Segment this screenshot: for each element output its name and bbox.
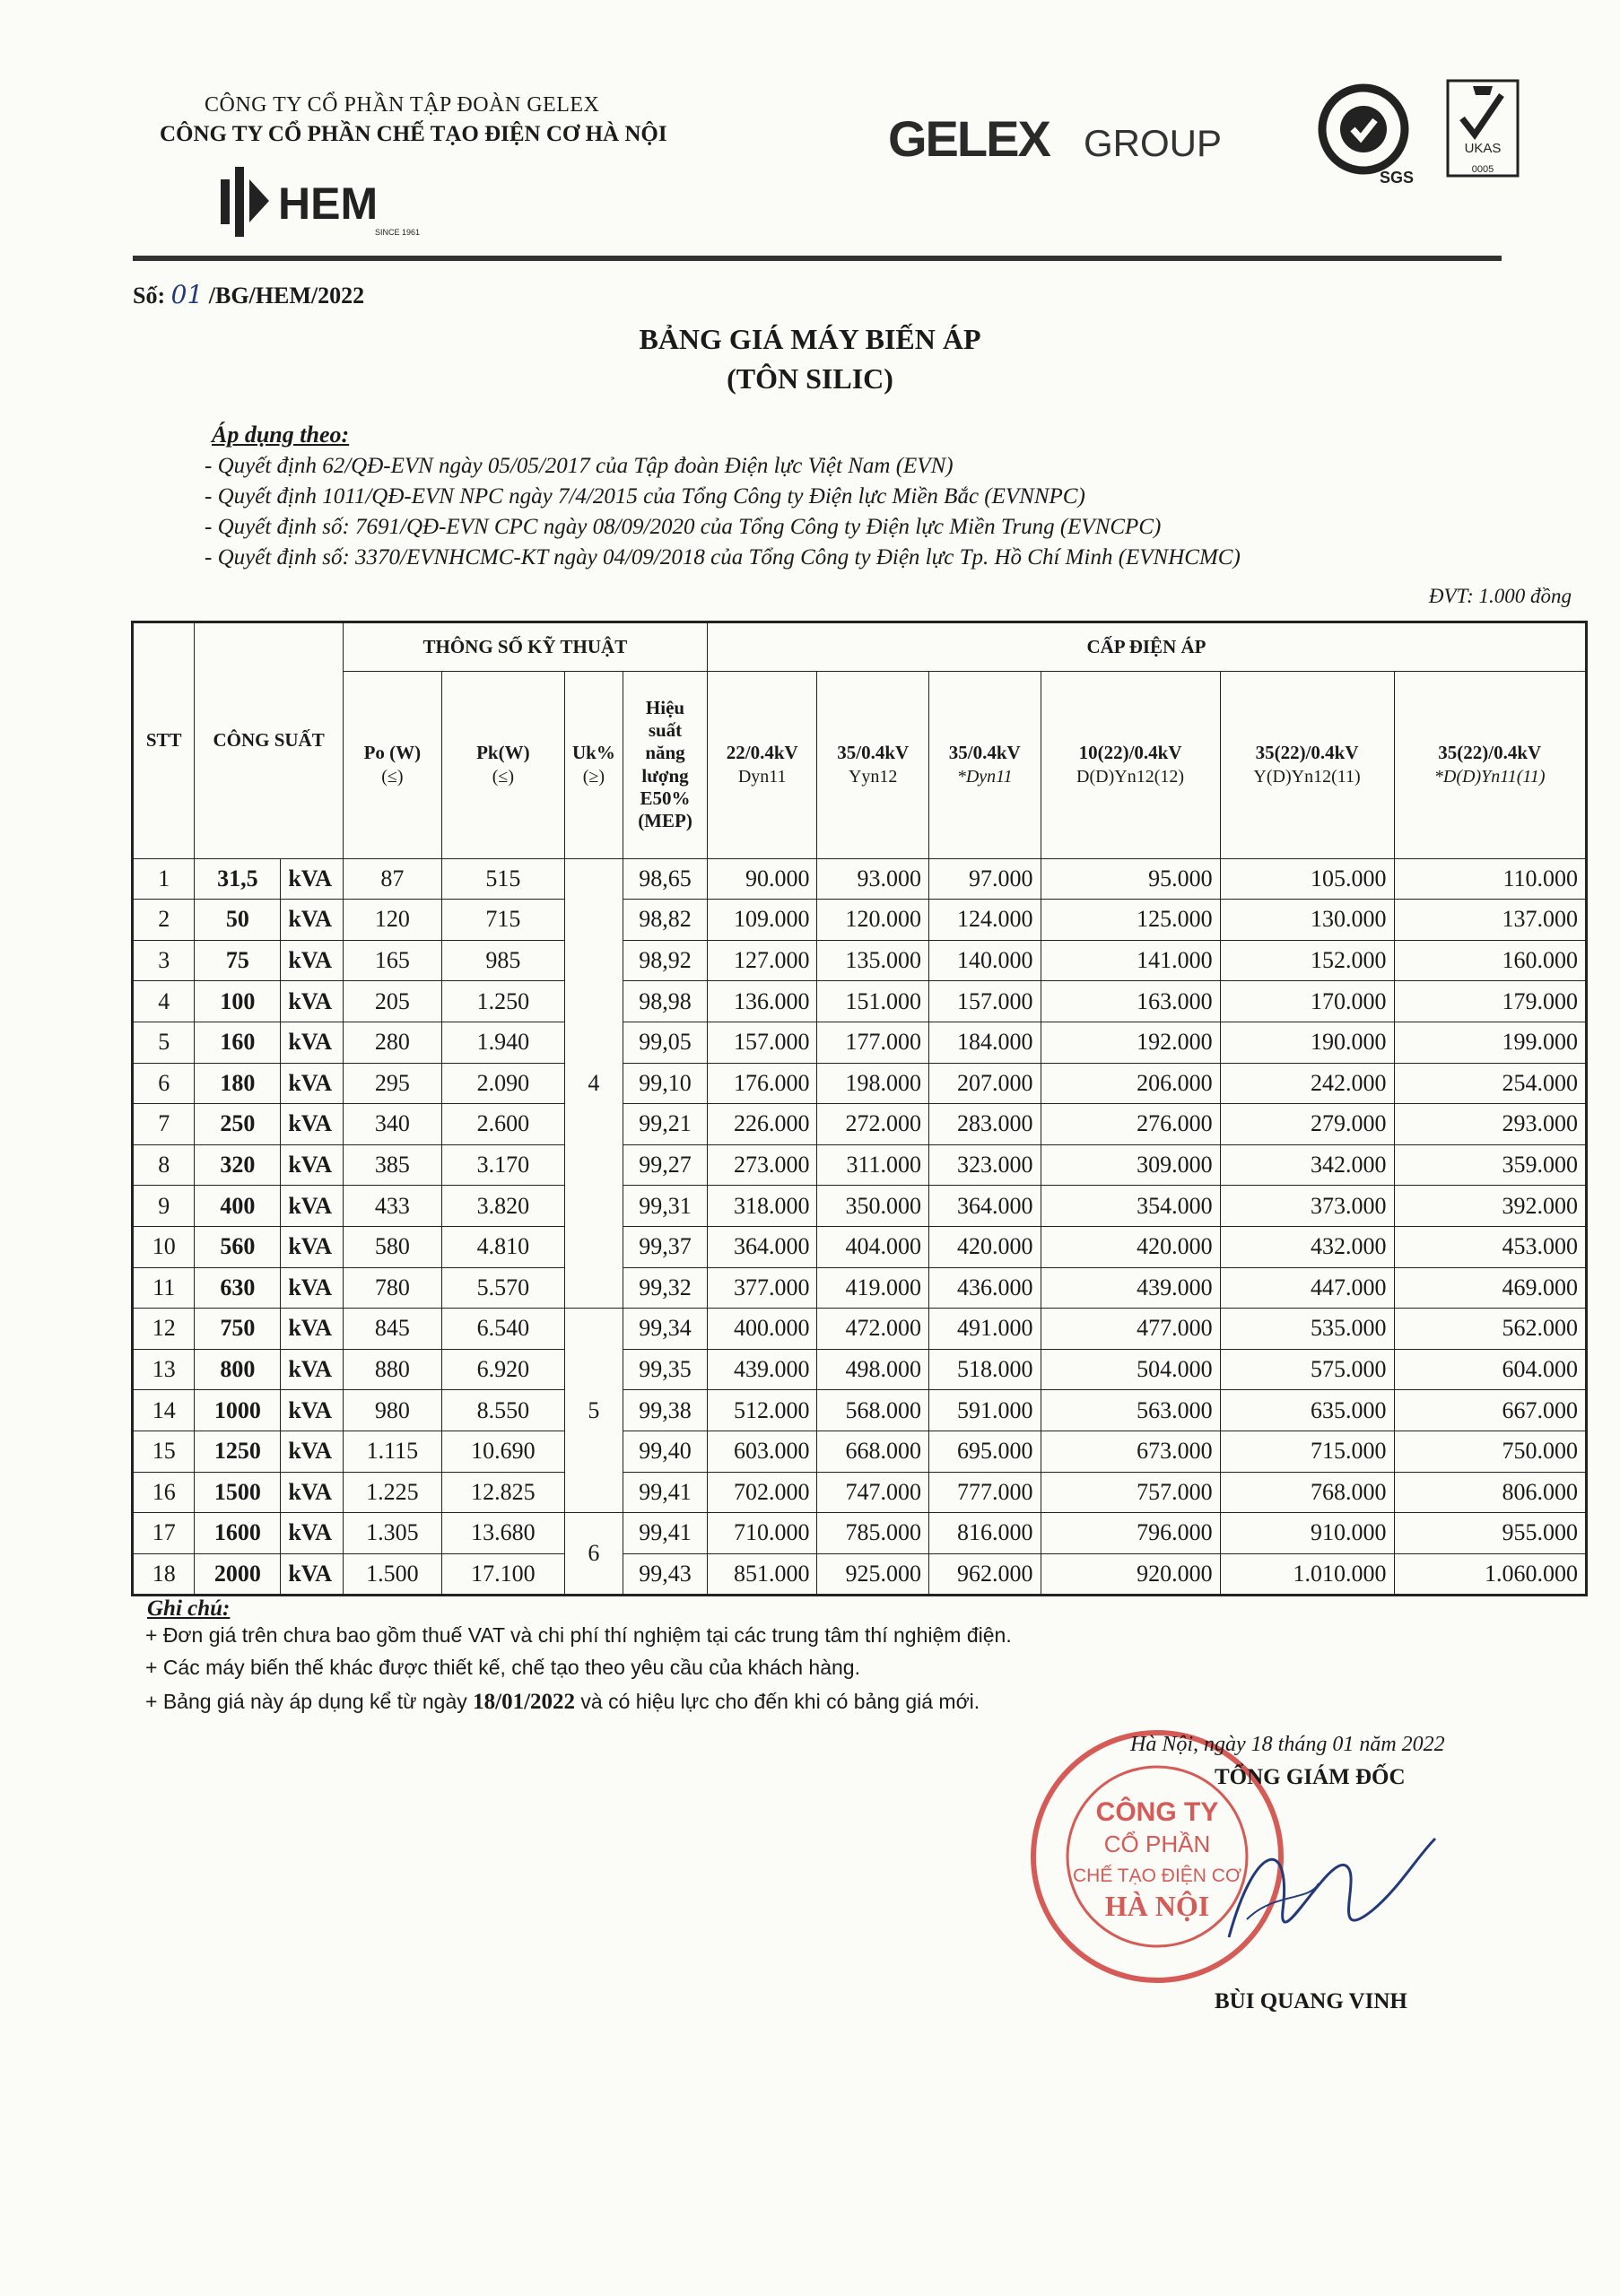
cell-price-3: 124.000 — [928, 900, 1041, 941]
header-voltage-6: 35(22)/0.4kV *D(D)Yn11(11) — [1394, 671, 1586, 858]
cell-power: 400 — [195, 1186, 281, 1227]
cell-power: 1500 — [195, 1472, 281, 1513]
cell-stt: 9 — [133, 1186, 195, 1227]
cell-price-3: 436.000 — [928, 1267, 1041, 1309]
doc-number-prefix: Số: — [133, 283, 166, 309]
cell-efficiency: 98,98 — [623, 981, 708, 1022]
cell-price-5: 373.000 — [1220, 1186, 1394, 1227]
cell-pk: 3.170 — [441, 1144, 564, 1186]
cell-po: 980 — [343, 1390, 441, 1431]
cell-unit: kVA — [281, 1104, 343, 1145]
apply-heading: Áp dụng theo: — [212, 422, 350, 448]
cell-uk: 5 — [564, 1309, 623, 1513]
cell-price-3: 591.000 — [928, 1390, 1041, 1431]
cell-price-4: 757.000 — [1041, 1472, 1220, 1513]
cell-power: 630 — [195, 1267, 281, 1309]
header-voltage-1: 22/0.4kV Dyn11 — [707, 671, 816, 858]
cell-price-4: 141.000 — [1041, 940, 1220, 981]
cell-po: 1.115 — [343, 1431, 441, 1472]
cell-stt: 13 — [133, 1349, 195, 1390]
sgs-label: SGS — [1380, 169, 1415, 187]
cell-power: 1250 — [195, 1431, 281, 1472]
cell-uk: 4 — [564, 858, 623, 1309]
table-row — [133, 1513, 1587, 1554]
table-row — [133, 1472, 1587, 1513]
cell-price-6: 254.000 — [1394, 1063, 1586, 1104]
cell-unit: kVA — [281, 1431, 343, 1472]
header-voltage-2: 35/0.4kV Yyn12 — [817, 671, 929, 858]
cell-stt: 2 — [133, 900, 195, 941]
cell-price-6: 955.000 — [1394, 1513, 1586, 1554]
hem-since-text: SINCE 1961 — [375, 228, 421, 237]
cell-price-1: 710.000 — [707, 1513, 816, 1554]
ukas-logo — [1446, 79, 1520, 178]
cell-power: 250 — [195, 1104, 281, 1145]
cell-unit: kVA — [281, 1390, 343, 1431]
cell-po: 433 — [343, 1186, 441, 1227]
cell-pk: 6.540 — [441, 1309, 564, 1350]
cell-price-3: 157.000 — [928, 981, 1041, 1022]
cell-price-2: 925.000 — [817, 1553, 929, 1596]
doc-number-suffix: /BG/HEM/2022 — [208, 283, 365, 309]
table-row — [133, 1104, 1587, 1145]
cell-price-4: 354.000 — [1041, 1186, 1220, 1227]
cell-price-1: 377.000 — [707, 1267, 816, 1309]
cell-price-3: 777.000 — [928, 1472, 1041, 1513]
cell-po: 87 — [343, 858, 441, 900]
cell-stt: 14 — [133, 1390, 195, 1431]
cell-price-3: 518.000 — [928, 1349, 1041, 1390]
cell-price-5: 432.000 — [1220, 1226, 1394, 1267]
cell-price-6: 667.000 — [1394, 1390, 1586, 1431]
cell-unit: kVA — [281, 1144, 343, 1186]
cell-price-3: 184.000 — [928, 1022, 1041, 1063]
cell-stt: 7 — [133, 1104, 195, 1145]
hem-logo — [213, 160, 447, 240]
cell-price-5: 535.000 — [1220, 1309, 1394, 1350]
cell-price-5: 170.000 — [1220, 981, 1394, 1022]
note-item: + Các máy biến thế khác được thiết kế, chế tạo theo yêu cầu của khách hàng. — [145, 1656, 860, 1679]
header-power: CÔNG SUẤT — [195, 622, 343, 859]
cell-unit: kVA — [281, 1349, 343, 1390]
cell-stt: 15 — [133, 1431, 195, 1472]
cell-unit: kVA — [281, 981, 343, 1022]
cell-price-3: 364.000 — [928, 1186, 1041, 1227]
header-efficiency: Hiệu suất năng lượng E50% (MEP) — [623, 671, 708, 858]
cell-po: 280 — [343, 1022, 441, 1063]
cell-stt: 16 — [133, 1472, 195, 1513]
cell-price-5: 242.000 — [1220, 1063, 1394, 1104]
company-name: CÔNG TY CỔ PHẦN CHẾ TẠO ĐIỆN CƠ HÀ NỘI — [160, 122, 667, 146]
note-item: + Bảng giá này áp dụng kể từ ngày 18/01/2022 và có hiệu lực cho đến khi có bảng giá mới. — [145, 1690, 980, 1714]
cell-unit: kVA — [281, 1186, 343, 1227]
cell-price-1: 176.000 — [707, 1063, 816, 1104]
cell-price-1: 90.000 — [707, 858, 816, 900]
cell-price-2: 93.000 — [817, 858, 929, 900]
cell-price-5: 279.000 — [1220, 1104, 1394, 1145]
cell-po: 845 — [343, 1309, 441, 1350]
cell-price-2: 404.000 — [817, 1226, 929, 1267]
cell-price-2: 198.000 — [817, 1063, 929, 1104]
cell-price-4: 420.000 — [1041, 1226, 1220, 1267]
cell-stt: 10 — [133, 1226, 195, 1267]
cell-price-4: 163.000 — [1041, 981, 1220, 1022]
apply-item: - Quyết định 1011/QĐ-EVN NPC ngày 7/4/2015 của Tổng Công ty Điện lực Miền Bắc (EVNNPC) — [205, 484, 1085, 509]
cell-price-5: 105.000 — [1220, 858, 1394, 900]
cell-price-1: 127.000 — [707, 940, 816, 981]
cell-efficiency: 98,92 — [623, 940, 708, 981]
cell-efficiency: 98,65 — [623, 858, 708, 900]
cell-unit: kVA — [281, 1309, 343, 1350]
cell-stt: 8 — [133, 1144, 195, 1186]
sgs-iso-logo — [1308, 79, 1424, 187]
cell-price-4: 192.000 — [1041, 1022, 1220, 1063]
header-uk: Uk% (≥) — [564, 671, 623, 858]
cell-price-2: 747.000 — [817, 1472, 929, 1513]
cell-stt: 3 — [133, 940, 195, 981]
cell-price-1: 136.000 — [707, 981, 816, 1022]
header-tech-specs: THÔNG SỐ KỸ THUẬT — [343, 622, 707, 672]
table-row — [133, 1309, 1587, 1350]
cell-price-6: 562.000 — [1394, 1309, 1586, 1350]
cell-price-6: 806.000 — [1394, 1472, 1586, 1513]
header-voltage-3: 35/0.4kV *Dyn11 — [928, 671, 1041, 858]
cell-unit: kVA — [281, 1267, 343, 1309]
cell-price-1: 512.000 — [707, 1390, 816, 1431]
hem-logo-text: HEM — [278, 178, 379, 229]
apply-item: - Quyết định số: 3370/EVNHCMC-KT ngày 04/09/2018 của Tổng Công ty Điện lực Tp. Hồ Chí Minh (EVNHCMC) — [205, 545, 1241, 570]
cell-price-4: 125.000 — [1041, 900, 1220, 941]
price-table — [131, 621, 1588, 1596]
cell-price-1: 702.000 — [707, 1472, 816, 1513]
cell-pk: 515 — [441, 858, 564, 900]
cell-price-3: 323.000 — [928, 1144, 1041, 1186]
header-divider — [133, 254, 1502, 263]
cell-stt: 12 — [133, 1309, 195, 1350]
parent-company-name: CÔNG TY CỔ PHẦN TẬP ĐOÀN GELEX — [205, 93, 600, 117]
cell-pk: 985 — [441, 940, 564, 981]
cell-power: 800 — [195, 1349, 281, 1390]
gelex-logo-main: GELEX — [888, 110, 1050, 167]
cell-price-5: 635.000 — [1220, 1390, 1394, 1431]
cell-price-1: 439.000 — [707, 1349, 816, 1390]
note-item: + Đơn giá trên chưa bao gồm thuế VAT và chi phí thí nghiệm tại các trung tâm thí nghiệm điện. — [145, 1623, 1012, 1647]
cell-power: 50 — [195, 900, 281, 941]
cell-po: 340 — [343, 1104, 441, 1145]
cell-price-5: 130.000 — [1220, 900, 1394, 941]
cell-po: 295 — [343, 1063, 441, 1104]
cell-po: 120 — [343, 900, 441, 941]
cell-price-6: 604.000 — [1394, 1349, 1586, 1390]
cell-unit: kVA — [281, 1513, 343, 1554]
cell-price-6: 750.000 — [1394, 1431, 1586, 1472]
cell-price-4: 309.000 — [1041, 1144, 1220, 1186]
cell-price-6: 293.000 — [1394, 1104, 1586, 1145]
header-stt: STT — [133, 622, 195, 859]
cell-price-1: 109.000 — [707, 900, 816, 941]
cell-efficiency: 99,31 — [623, 1186, 708, 1227]
cell-po: 385 — [343, 1144, 441, 1186]
cell-pk: 3.820 — [441, 1186, 564, 1227]
cell-pk: 10.690 — [441, 1431, 564, 1472]
cell-unit: kVA — [281, 900, 343, 941]
cell-price-1: 226.000 — [707, 1104, 816, 1145]
cell-stt: 17 — [133, 1513, 195, 1554]
cell-price-2: 272.000 — [817, 1104, 929, 1145]
cell-price-6: 137.000 — [1394, 900, 1586, 941]
cell-stt: 11 — [133, 1267, 195, 1309]
cell-price-1: 157.000 — [707, 1022, 816, 1063]
cell-power: 160 — [195, 1022, 281, 1063]
cell-price-4: 276.000 — [1041, 1104, 1220, 1145]
cell-price-4: 206.000 — [1041, 1063, 1220, 1104]
cell-pk: 2.090 — [441, 1063, 564, 1104]
cell-price-2: 419.000 — [817, 1267, 929, 1309]
gelex-logo-sub: GROUP — [1084, 122, 1223, 164]
table-row — [133, 1553, 1587, 1596]
cell-price-5: 910.000 — [1220, 1513, 1394, 1554]
cell-price-3: 420.000 — [928, 1226, 1041, 1267]
cell-price-4: 920.000 — [1041, 1553, 1220, 1596]
cell-price-2: 311.000 — [817, 1144, 929, 1186]
cell-pk: 6.920 — [441, 1349, 564, 1390]
cell-power: 1000 — [195, 1390, 281, 1431]
cell-power: 2000 — [195, 1553, 281, 1596]
cell-pk: 12.825 — [441, 1472, 564, 1513]
cell-price-4: 796.000 — [1041, 1513, 1220, 1554]
cell-price-3: 207.000 — [928, 1063, 1041, 1104]
cell-pk: 2.600 — [441, 1104, 564, 1145]
cell-price-2: 151.000 — [817, 981, 929, 1022]
cell-price-1: 273.000 — [707, 1144, 816, 1186]
table-row — [133, 1267, 1587, 1309]
cell-price-4: 504.000 — [1041, 1349, 1220, 1390]
cell-price-6: 160.000 — [1394, 940, 1586, 981]
cell-unit: kVA — [281, 940, 343, 981]
cell-price-3: 140.000 — [928, 940, 1041, 981]
cell-power: 180 — [195, 1063, 281, 1104]
cell-efficiency: 99,37 — [623, 1226, 708, 1267]
table-row — [133, 1022, 1587, 1063]
cell-unit: kVA — [281, 1022, 343, 1063]
cell-price-1: 318.000 — [707, 1186, 816, 1227]
cell-unit: kVA — [281, 858, 343, 900]
gelex-group-logo — [888, 109, 1229, 172]
cell-price-5: 342.000 — [1220, 1144, 1394, 1186]
header-pk: Pk(W) (≤) — [441, 671, 564, 858]
cell-efficiency: 99,41 — [623, 1472, 708, 1513]
cell-price-3: 491.000 — [928, 1309, 1041, 1350]
table-row — [133, 900, 1587, 941]
ukas-number: 0005 — [1471, 164, 1494, 175]
cell-stt: 18 — [133, 1553, 195, 1596]
cell-po: 1.225 — [343, 1472, 441, 1513]
cell-power: 75 — [195, 940, 281, 981]
cell-efficiency: 99,05 — [623, 1022, 708, 1063]
cell-price-1: 603.000 — [707, 1431, 816, 1472]
cell-power: 320 — [195, 1144, 281, 1186]
document-number — [133, 280, 364, 309]
cell-power: 100 — [195, 981, 281, 1022]
cell-power: 750 — [195, 1309, 281, 1350]
cell-price-2: 135.000 — [817, 940, 929, 981]
cell-price-4: 673.000 — [1041, 1431, 1220, 1472]
cell-stt: 6 — [133, 1063, 195, 1104]
cell-price-4: 563.000 — [1041, 1390, 1220, 1431]
cell-stt: 5 — [133, 1022, 195, 1063]
cell-price-4: 439.000 — [1041, 1267, 1220, 1309]
cell-po: 880 — [343, 1349, 441, 1390]
table-row — [133, 1186, 1587, 1227]
table-row — [133, 1390, 1587, 1431]
cell-price-5: 190.000 — [1220, 1022, 1394, 1063]
cell-efficiency: 99,32 — [623, 1267, 708, 1309]
cell-price-5: 447.000 — [1220, 1267, 1394, 1309]
table-row — [133, 1063, 1587, 1104]
cell-pk: 715 — [441, 900, 564, 941]
cell-unit: kVA — [281, 1472, 343, 1513]
cell-price-6: 359.000 — [1394, 1144, 1586, 1186]
table-row — [133, 1144, 1587, 1186]
table-row — [133, 1431, 1587, 1472]
cell-price-6: 179.000 — [1394, 981, 1586, 1022]
cell-price-1: 364.000 — [707, 1226, 816, 1267]
cell-price-1: 851.000 — [707, 1553, 816, 1596]
notes-heading: Ghi chú: — [147, 1596, 231, 1621]
cell-price-2: 785.000 — [817, 1513, 929, 1554]
signer-name: BÙI QUANG VINH — [1215, 1989, 1407, 2013]
cell-price-3: 283.000 — [928, 1104, 1041, 1145]
cell-price-2: 120.000 — [817, 900, 929, 941]
effective-date: 18/01/2022 — [473, 1690, 576, 1714]
cell-pk: 13.680 — [441, 1513, 564, 1554]
cell-stt: 1 — [133, 858, 195, 900]
cell-po: 1.305 — [343, 1513, 441, 1554]
cell-unit: kVA — [281, 1063, 343, 1104]
cell-pk: 17.100 — [441, 1553, 564, 1596]
cell-price-2: 177.000 — [817, 1022, 929, 1063]
cell-price-2: 568.000 — [817, 1390, 929, 1431]
cell-price-3: 816.000 — [928, 1513, 1041, 1554]
cell-price-6: 110.000 — [1394, 858, 1586, 900]
cell-efficiency: 99,35 — [623, 1349, 708, 1390]
cell-price-5: 1.010.000 — [1220, 1553, 1394, 1596]
table-row — [133, 1226, 1587, 1267]
cell-price-6: 392.000 — [1394, 1186, 1586, 1227]
table-row — [133, 981, 1587, 1022]
cell-price-6: 199.000 — [1394, 1022, 1586, 1063]
stamp-line-4: HÀ NỘI — [1104, 1890, 1210, 1922]
cell-pk: 4.810 — [441, 1226, 564, 1267]
cell-price-5: 575.000 — [1220, 1349, 1394, 1390]
cell-price-4: 95.000 — [1041, 858, 1220, 900]
cell-price-5: 768.000 — [1220, 1472, 1394, 1513]
place-date: Hà Nội, ngày 18 tháng 01 năm 2022 — [1130, 1733, 1445, 1756]
cell-efficiency: 99,43 — [623, 1553, 708, 1596]
cell-price-3: 962.000 — [928, 1553, 1041, 1596]
table-row — [133, 858, 1587, 900]
cell-price-5: 715.000 — [1220, 1431, 1394, 1472]
header-po: Po (W) (≤) — [343, 671, 441, 858]
cell-stt: 4 — [133, 981, 195, 1022]
cell-pk: 5.570 — [441, 1267, 564, 1309]
cell-efficiency: 99,41 — [623, 1513, 708, 1554]
cell-pk: 1.940 — [441, 1022, 564, 1063]
cell-po: 165 — [343, 940, 441, 981]
cell-po: 1.500 — [343, 1553, 441, 1596]
cell-price-2: 350.000 — [817, 1186, 929, 1227]
cell-efficiency: 99,40 — [623, 1431, 708, 1472]
cell-pk: 8.550 — [441, 1390, 564, 1431]
cell-po: 580 — [343, 1226, 441, 1267]
header-voltage-level: CẤP ĐIỆN ÁP — [707, 622, 1586, 672]
stamp-line-2: CỔ PHẦN — [1103, 1831, 1211, 1857]
cell-efficiency: 99,10 — [623, 1063, 708, 1104]
apply-item: - Quyết định số: 7691/QĐ-EVN CPC ngày 08/09/2020 của Tổng Công ty Điện lực Miền Trung (EVNCPC) — [205, 515, 1162, 539]
cell-price-2: 668.000 — [817, 1431, 929, 1472]
table-row — [133, 1349, 1587, 1390]
cell-price-3: 695.000 — [928, 1431, 1041, 1472]
cell-pk: 1.250 — [441, 981, 564, 1022]
stamp-line-3: CHẾ TẠO ĐIỆN CƠ — [1073, 1866, 1241, 1886]
cell-price-6: 453.000 — [1394, 1226, 1586, 1267]
apply-item: - Quyết định 62/QĐ-EVN ngày 05/05/2017 của Tập đoàn Điện lực Việt Nam (EVN) — [205, 454, 954, 478]
table-row — [133, 940, 1587, 981]
page-title: BẢNG GIÁ MÁY BIẾN ÁP — [639, 323, 981, 355]
cell-price-5: 152.000 — [1220, 940, 1394, 981]
cell-price-6: 1.060.000 — [1394, 1553, 1586, 1596]
header-voltage-4: 10(22)/0.4kV D(D)Yn12(12) — [1041, 671, 1220, 858]
cell-efficiency: 99,27 — [623, 1144, 708, 1186]
cell-price-2: 498.000 — [817, 1349, 929, 1390]
header-voltage-5: 35(22)/0.4kV Y(D)Yn12(11) — [1220, 671, 1394, 858]
signer-role: TỔNG GIÁM ĐỐC — [1215, 1765, 1406, 1789]
doc-number-handwritten: 01 — [170, 280, 204, 309]
ukas-label: UKAS — [1464, 141, 1502, 156]
unit-note: ĐVT: 1.000 đồng — [1428, 585, 1572, 607]
cell-efficiency: 99,21 — [623, 1104, 708, 1145]
price-table-body — [133, 858, 1587, 1596]
cell-power: 1600 — [195, 1513, 281, 1554]
cell-price-2: 472.000 — [817, 1309, 929, 1350]
cell-efficiency: 98,82 — [623, 900, 708, 941]
director-signature — [1193, 1803, 1462, 1982]
cell-uk: 6 — [564, 1513, 623, 1596]
cell-efficiency: 99,34 — [623, 1309, 708, 1350]
cell-unit: kVA — [281, 1226, 343, 1267]
cell-unit: kVA — [281, 1553, 343, 1596]
cell-price-3: 97.000 — [928, 858, 1041, 900]
cell-price-6: 469.000 — [1394, 1267, 1586, 1309]
page-subtitle: (TÔN SILIC) — [727, 362, 893, 395]
cell-price-1: 400.000 — [707, 1309, 816, 1350]
cell-power: 560 — [195, 1226, 281, 1267]
cell-power: 31,5 — [195, 858, 281, 900]
stamp-line-1: CÔNG TY — [1095, 1797, 1219, 1827]
cell-po: 205 — [343, 981, 441, 1022]
cell-po: 780 — [343, 1267, 441, 1309]
cell-efficiency: 99,38 — [623, 1390, 708, 1431]
cell-price-4: 477.000 — [1041, 1309, 1220, 1350]
